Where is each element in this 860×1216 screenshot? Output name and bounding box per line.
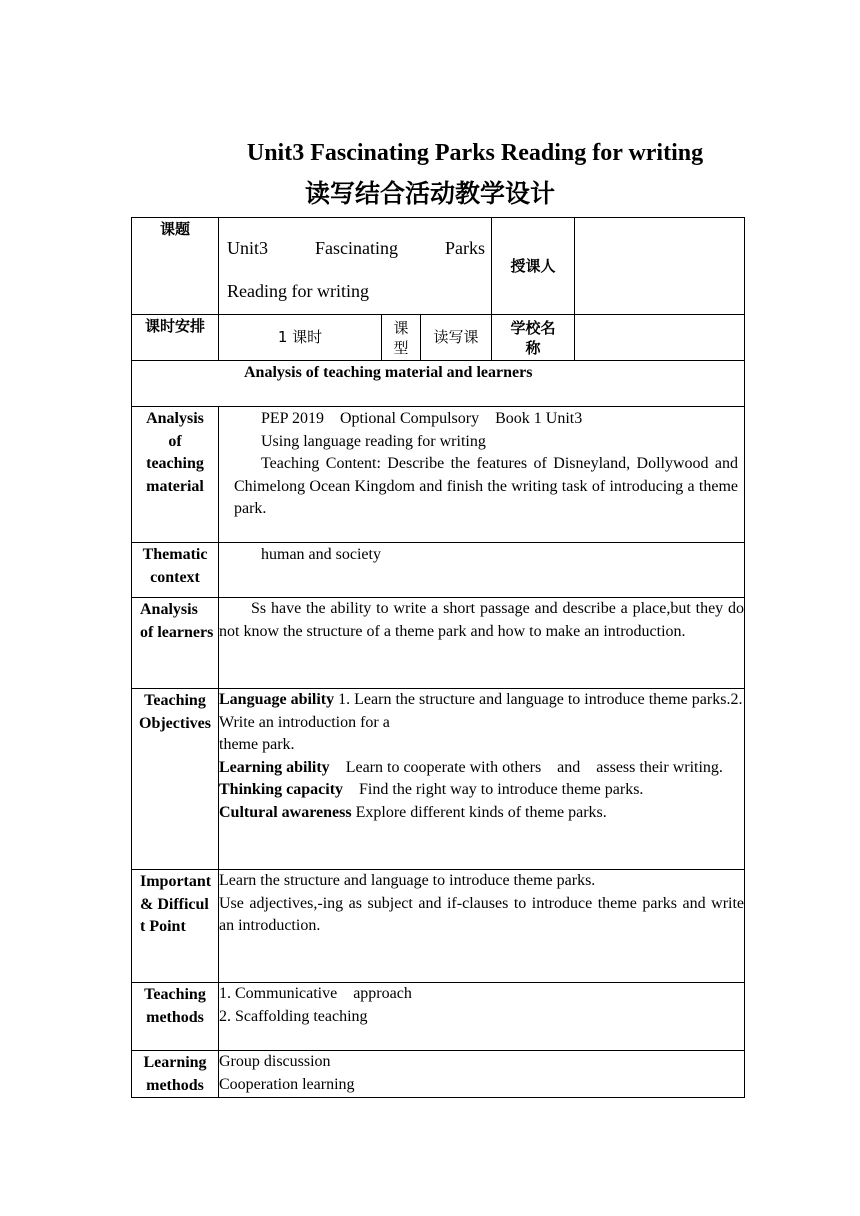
objective-learning-title: Learning ability	[219, 758, 330, 776]
analysis-material-line2: Using language reading for writing	[261, 432, 486, 450]
objective-learning-text: Learn to cooperate with others and assess their writing.	[329, 758, 723, 776]
row-section-header	[132, 361, 745, 407]
analysis-material-line3: Teaching Content: Describe the features of Disneyland, Dollywood and Chimelong Ocean Kingdom and finish the writing task of introducing a theme park.	[234, 455, 739, 518]
important-label	[132, 870, 219, 983]
objective-culture-title: Cultural awareness	[219, 803, 352, 821]
topic-value-line1: Unit3 Fascinating Parks	[227, 238, 486, 258]
analysis-material-label: Analysis of teaching material	[132, 407, 219, 543]
teacher-label: 授课人	[492, 218, 575, 315]
objective-language-text: 1. Learn the structure and language to introduce theme parks.2. Write an introduction for a	[219, 691, 743, 731]
teaching-methods-line1: 1. Communicative approach	[219, 985, 412, 1002]
row-analysis-material	[132, 407, 745, 543]
important-label-text: Important & Difficult Point	[140, 873, 212, 936]
topic-label: 课题	[132, 218, 219, 315]
analysis-material-line1: PEP 2019 Optional Compulsory Book 1 Unit3	[261, 410, 583, 427]
learning-methods-line1: Group discussion	[219, 1053, 331, 1070]
teaching-methods-label: Teaching methods	[132, 983, 219, 1051]
topic-value-line2: Reading for writing	[227, 281, 369, 301]
learning-methods-line2: Cooperation learning	[219, 1075, 355, 1093]
row-important	[132, 870, 745, 983]
objective-culture	[219, 802, 744, 825]
row-thematic	[132, 543, 745, 598]
schedule-value: 1 课时	[219, 315, 382, 361]
lesson-type-label-2: 型	[393, 338, 409, 357]
teaching-methods-line2: 2. Scaffolding teaching	[219, 1007, 368, 1025]
analysis-learners-value: Ss have the ability to write a short passage and describe a place,but they do not know the structure of a theme park and how to make an introduction.	[219, 598, 745, 689]
document-title-chinese: 读写结合活动教学设计	[304, 179, 555, 208]
row-learning-methods	[132, 1051, 745, 1098]
school-value	[575, 315, 745, 361]
analysis-learners-label: Analysis of learners	[132, 598, 219, 689]
objectives-label: Teaching Objectives	[132, 689, 219, 870]
row-schedule	[132, 315, 745, 361]
objective-language-title: Language ability	[219, 691, 335, 708]
lesson-type-label	[382, 315, 421, 361]
teacher-value	[575, 218, 745, 315]
important-line2: Use adjectives,-ing as subject and if-clauses to introduce theme parks and write an introduction.	[219, 894, 745, 935]
thematic-label: Thematic context	[132, 543, 219, 598]
lesson-type-value: 读写课	[421, 315, 492, 361]
objective-language	[219, 689, 744, 734]
school-label	[492, 315, 575, 361]
row-objectives	[132, 689, 745, 870]
row-topic	[132, 218, 745, 315]
document-title-english: Unit3 Fascinating Parks Reading for writing	[246, 140, 704, 166]
objective-culture-text: Explore different kinds of theme parks.	[351, 803, 607, 821]
row-teaching-methods	[132, 983, 745, 1051]
teaching-methods-content	[219, 983, 745, 1051]
row-analysis-learners	[132, 598, 745, 689]
objective-thinking	[219, 779, 744, 802]
schedule-label: 课时安排	[132, 315, 219, 361]
learning-methods-content	[219, 1051, 745, 1098]
lesson-type-label-1: 课	[393, 318, 409, 337]
objective-language-text2: theme park.	[219, 736, 295, 754]
objective-learning	[219, 757, 744, 780]
topic-value	[219, 218, 492, 315]
objective-thinking-text: Find the right way to introduce theme parks.	[343, 781, 644, 799]
learning-methods-label: Learning methods	[132, 1051, 219, 1098]
objective-thinking-title: Thinking capacity	[219, 781, 344, 799]
objectives-content	[219, 689, 745, 870]
school-label-1: 学校名	[510, 318, 556, 337]
analysis-material-content	[219, 407, 745, 543]
section-header: Analysis of teaching material and learners	[132, 361, 745, 407]
important-content	[219, 870, 745, 983]
thematic-value: human and society	[219, 543, 745, 598]
lesson-plan-table	[131, 217, 745, 1098]
school-label-2: 称	[525, 338, 541, 357]
important-line1: Learn the structure and language to introduce theme parks.	[219, 872, 596, 889]
